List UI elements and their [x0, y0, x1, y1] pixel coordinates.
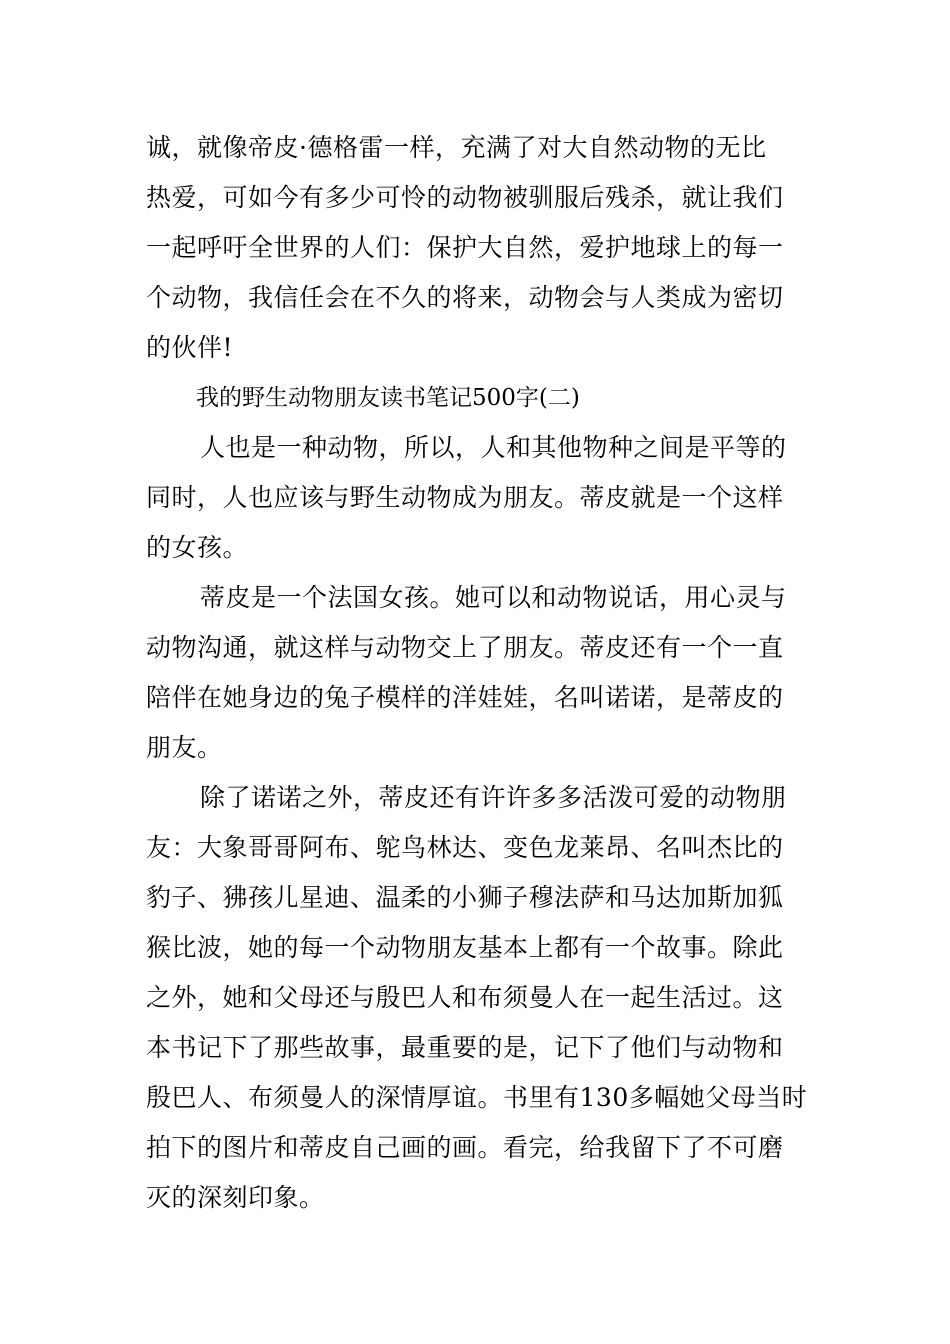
paragraph-first-line: 除了诺诺之外，蒂皮还有许许多多活泼可爱的动物朋: [200, 783, 787, 812]
text-line: 本书记下了那些故事，最重要的是，记下了他们与动物和: [146, 1033, 784, 1062]
text-line: 豹子、狒孩儿星迪、温柔的小狮子穆法萨和马达加斯加狐: [146, 883, 784, 912]
paragraph-first-line: 蒂皮是一个法国女孩。她可以和动物说话，用心灵与: [200, 583, 787, 612]
text-line: 猴比波，她的每一个动物朋友基本上都有一个故事。除此: [146, 933, 784, 962]
section-heading: 我的野生动物朋友读书笔记500字(二): [196, 385, 580, 411]
text-line: 殷巴人、布须曼人的深情厚谊。书里有130多幅她父母当时: [146, 1083, 808, 1112]
text-line: 陪伴在她身边的兔子模样的洋娃娃，名叫诺诺，是蒂皮的: [146, 683, 784, 712]
text-line: 朋友。: [146, 733, 223, 762]
text-line: 个动物，我信任会在不久的将来，动物会与人类成为密切: [146, 283, 784, 312]
text-line: 的伙伴!: [146, 333, 234, 362]
text-line: 同时，人也应该与野生动物成为朋友。蒂皮就是一个这样: [146, 483, 784, 512]
text-line: 热爱，可如今有多少可怜的动物被驯服后残杀，就让我们: [146, 183, 784, 212]
text-line: 之外，她和父母还与殷巴人和布须曼人在一起生活过。这: [146, 983, 784, 1012]
text-line: 灭的深刻印象。: [146, 1183, 325, 1212]
text-line: 诚，就像帝皮·德格雷一样，充满了对大自然动物的无比: [146, 133, 767, 162]
paragraph-first-line: 人也是一种动物，所以，人和其他物种之间是平等的: [200, 433, 787, 462]
text-line: 拍下的图片和蒂皮自己画的画。看完，给我留下了不可磨: [146, 1133, 784, 1162]
text-line: 动物沟通，就这样与动物交上了朋友。蒂皮还有一个一直: [146, 633, 784, 662]
text-line: 一起呼吁全世界的人们：保护大自然，爱护地球上的每一: [146, 233, 784, 262]
text-line: 友：大象哥哥阿布、鸵鸟林达、变色龙莱昂、名叫杰比的: [146, 833, 784, 862]
text-line: 的女孩。: [146, 533, 249, 562]
